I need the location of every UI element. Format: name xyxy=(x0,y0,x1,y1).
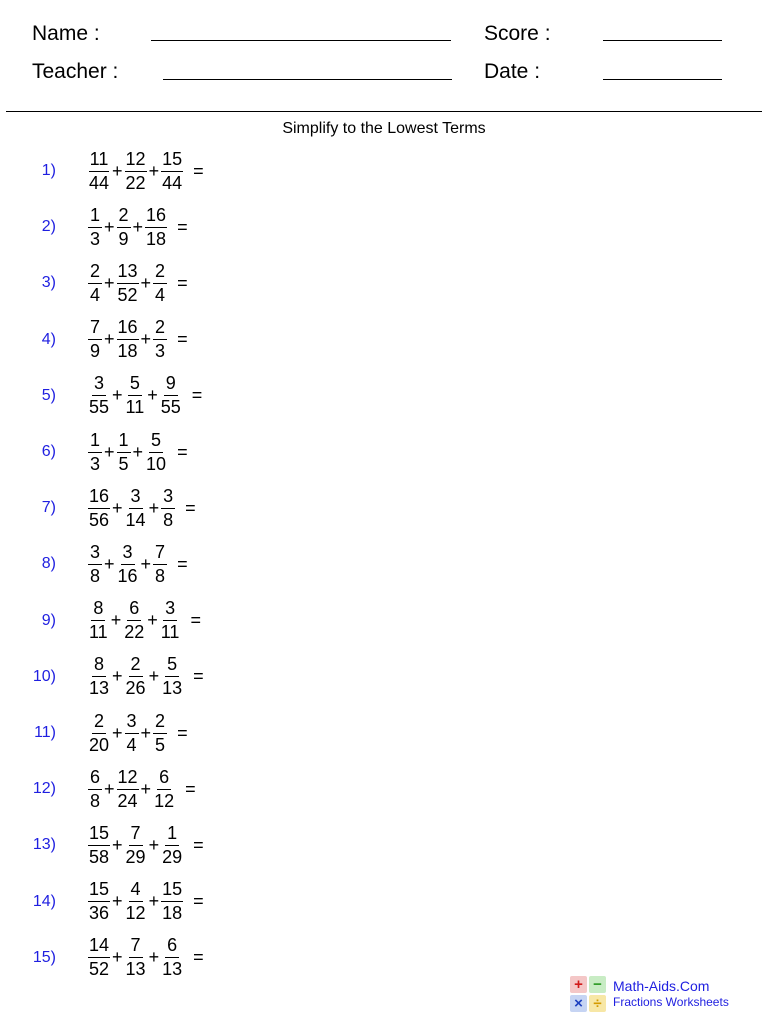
numerator: 3 xyxy=(161,486,175,509)
denominator: 22 xyxy=(124,622,145,643)
numerator: 16 xyxy=(88,486,110,509)
problem-row xyxy=(0,596,201,646)
numerator: 5 xyxy=(165,654,179,677)
fraction-expression xyxy=(88,486,196,531)
problem-number: 15) xyxy=(32,948,56,966)
header-divider xyxy=(6,111,762,112)
fraction xyxy=(153,317,167,362)
fraction xyxy=(88,149,110,194)
numerator: 2 xyxy=(129,654,143,677)
logo-title: Math-Aids.Com xyxy=(613,978,710,994)
plus-operator: + xyxy=(112,947,123,968)
fraction-expression xyxy=(88,935,204,980)
denominator: 3 xyxy=(89,228,100,249)
fraction xyxy=(88,767,102,812)
numerator: 6 xyxy=(157,767,171,790)
denominator: 4 xyxy=(155,284,166,305)
equals-sign: = xyxy=(193,891,204,912)
fraction xyxy=(88,542,102,587)
name-label: Name : xyxy=(32,22,100,45)
denominator: 5 xyxy=(155,734,166,755)
plus-operator: + xyxy=(112,160,123,181)
problem-number: 10) xyxy=(32,667,56,685)
fraction-expression xyxy=(88,879,204,924)
denominator: 20 xyxy=(89,734,110,755)
plus-operator: + xyxy=(140,272,152,293)
denominator: 55 xyxy=(160,397,181,418)
fraction-expression xyxy=(88,598,201,643)
equals-sign: = xyxy=(193,834,204,855)
fraction xyxy=(88,879,110,924)
numerator: 2 xyxy=(117,205,131,228)
fraction xyxy=(153,261,167,306)
problem-number: 8) xyxy=(41,555,56,573)
denominator: 5 xyxy=(118,453,129,474)
logo-operator-tiles xyxy=(570,976,606,1012)
problem-number: 13) xyxy=(32,836,56,854)
problem-row xyxy=(0,371,202,421)
denominator: 18 xyxy=(162,903,183,924)
fraction xyxy=(117,261,139,306)
fraction xyxy=(117,542,139,587)
fraction xyxy=(88,261,102,306)
numerator: 8 xyxy=(91,598,105,621)
instructions-text: Simplify to the Lowest Terms xyxy=(282,120,486,137)
fraction-expression xyxy=(88,654,204,699)
plus-operator: + xyxy=(140,553,152,574)
fraction xyxy=(161,935,183,980)
fraction-expression xyxy=(88,205,188,250)
fraction-expression xyxy=(88,149,204,194)
fraction xyxy=(125,879,147,924)
numerator: 14 xyxy=(88,935,110,958)
numerator: 6 xyxy=(88,767,102,790)
fraction xyxy=(117,205,131,250)
fraction xyxy=(88,935,110,980)
numerator: 7 xyxy=(153,542,167,565)
problem-number: 3) xyxy=(41,274,56,292)
equals-sign: = xyxy=(177,329,188,350)
numerator: 16 xyxy=(117,317,139,340)
plus-operator: + xyxy=(148,160,160,181)
plus-operator: + xyxy=(148,891,160,912)
teacher-field-line[interactable] xyxy=(163,79,452,80)
plus-operator: + xyxy=(112,497,123,518)
denominator: 16 xyxy=(117,565,138,586)
numerator: 7 xyxy=(129,823,143,846)
plus-operator: + xyxy=(104,441,115,462)
equals-sign: = xyxy=(177,272,188,293)
denominator: 9 xyxy=(118,228,129,249)
problem-number: 11) xyxy=(34,724,56,741)
numerator: 2 xyxy=(153,261,167,284)
numerator: 3 xyxy=(129,486,143,509)
equals-sign: = xyxy=(193,160,204,181)
problem-row xyxy=(0,764,196,814)
numerator: 7 xyxy=(129,935,143,958)
date-label: Date : xyxy=(484,60,541,83)
name-field-line[interactable] xyxy=(151,40,451,41)
denominator: 10 xyxy=(146,453,167,474)
plus-operator: + xyxy=(148,834,160,855)
plus-operator: + xyxy=(104,553,115,574)
fraction-expression xyxy=(88,542,188,587)
plus-operator: + xyxy=(104,329,115,350)
problem-row xyxy=(0,652,204,702)
denominator: 18 xyxy=(146,228,167,249)
problem-row xyxy=(0,483,196,533)
fraction xyxy=(161,823,183,868)
fraction xyxy=(125,711,139,756)
fraction xyxy=(125,654,147,699)
numerator: 3 xyxy=(88,542,102,565)
fraction-expression xyxy=(88,261,188,306)
fraction xyxy=(160,598,181,643)
fraction xyxy=(88,823,110,868)
denominator: 24 xyxy=(117,790,138,811)
denominator: 56 xyxy=(89,509,110,530)
fraction xyxy=(161,654,183,699)
denominator: 26 xyxy=(125,678,146,699)
denominator: 8 xyxy=(89,790,100,811)
numerator: 5 xyxy=(128,373,142,396)
numerator: 1 xyxy=(117,430,131,453)
denominator: 8 xyxy=(163,509,174,530)
numerator: 12 xyxy=(117,767,139,790)
problem-number: 2) xyxy=(41,218,56,236)
plus-operator: + xyxy=(140,778,152,799)
problem-number: 12) xyxy=(32,780,56,798)
numerator: 6 xyxy=(127,598,141,621)
problem-row xyxy=(0,877,204,927)
fraction xyxy=(161,149,183,194)
fraction-expression xyxy=(88,711,188,756)
denominator: 44 xyxy=(89,172,110,193)
denominator: 11 xyxy=(160,622,180,643)
fraction xyxy=(88,317,102,362)
denominator: 36 xyxy=(89,903,110,924)
denominator: 29 xyxy=(125,846,146,867)
problem-row xyxy=(0,708,188,758)
denominator: 58 xyxy=(89,846,110,867)
plus-operator: + xyxy=(147,385,158,406)
fraction xyxy=(125,823,147,868)
denominator: 52 xyxy=(89,959,110,980)
plus-operator: + xyxy=(140,329,152,350)
plus-operator: + xyxy=(148,497,160,518)
equals-sign: = xyxy=(185,778,196,799)
denominator: 55 xyxy=(89,397,110,418)
denominator: 13 xyxy=(162,678,183,699)
fraction-expression xyxy=(88,373,202,418)
equals-sign: = xyxy=(193,947,204,968)
fraction-expression xyxy=(88,823,204,868)
numerator: 15 xyxy=(88,879,110,902)
numerator: 2 xyxy=(88,261,102,284)
equals-sign: = xyxy=(177,441,188,462)
logo-subtitle: Fractions Worksheets xyxy=(613,995,729,1009)
fraction xyxy=(88,373,110,418)
plus-operator: + xyxy=(148,947,160,968)
numerator: 1 xyxy=(88,430,102,453)
fraction xyxy=(117,430,131,475)
problem-number: 14) xyxy=(32,892,56,910)
problem-number: 4) xyxy=(41,330,56,348)
plus-icon: + xyxy=(570,976,587,993)
fraction-expression xyxy=(88,430,188,475)
fraction xyxy=(88,711,110,756)
plus-operator: + xyxy=(104,778,115,799)
plus-operator: + xyxy=(104,272,115,293)
denominator: 29 xyxy=(162,846,183,867)
denominator: 12 xyxy=(125,903,146,924)
fraction xyxy=(145,430,167,475)
problem-number: 9) xyxy=(41,611,56,629)
fraction xyxy=(125,373,146,418)
numerator: 4 xyxy=(129,879,143,902)
numerator: 2 xyxy=(153,317,167,340)
date-field-line[interactable] xyxy=(603,79,722,80)
multiply-icon: × xyxy=(570,995,587,1012)
numerator: 13 xyxy=(117,261,139,284)
equals-sign: = xyxy=(177,722,188,743)
plus-operator: + xyxy=(112,666,123,687)
denominator: 18 xyxy=(117,341,138,362)
fraction xyxy=(160,373,182,418)
denominator: 14 xyxy=(125,509,146,530)
denominator: 4 xyxy=(126,734,137,755)
problem-row xyxy=(0,146,204,196)
fraction xyxy=(88,486,110,531)
fraction-expression xyxy=(88,767,196,812)
fraction xyxy=(123,598,145,643)
denominator: 13 xyxy=(89,678,110,699)
numerator: 16 xyxy=(145,205,167,228)
plus-operator: + xyxy=(112,834,123,855)
numerator: 15 xyxy=(161,879,183,902)
equals-sign: = xyxy=(190,610,201,631)
plus-operator: + xyxy=(110,610,122,631)
problem-row xyxy=(0,258,188,308)
numerator: 8 xyxy=(92,654,106,677)
numerator: 3 xyxy=(121,542,135,565)
fraction xyxy=(125,935,147,980)
denominator: 8 xyxy=(89,565,100,586)
score-label: Score : xyxy=(484,22,551,45)
denominator: 13 xyxy=(125,959,146,980)
plus-operator: + xyxy=(140,722,152,743)
fraction xyxy=(125,149,147,194)
equals-sign: = xyxy=(191,385,203,406)
problem-row xyxy=(0,820,204,870)
denominator: 22 xyxy=(125,172,146,193)
denominator: 4 xyxy=(89,284,100,305)
fraction xyxy=(88,430,102,475)
fraction xyxy=(88,598,109,643)
fraction xyxy=(145,205,167,250)
fraction xyxy=(125,486,147,531)
problem-row xyxy=(0,315,188,365)
numerator: 5 xyxy=(149,430,163,453)
fraction xyxy=(153,767,175,812)
denominator: 52 xyxy=(117,284,138,305)
problem-row xyxy=(0,202,188,252)
denominator: 9 xyxy=(89,341,100,362)
problem-row xyxy=(0,427,188,477)
numerator: 3 xyxy=(125,711,139,734)
fraction xyxy=(117,317,139,362)
problem-number: 6) xyxy=(41,443,56,460)
numerator: 2 xyxy=(153,711,167,734)
numerator: 6 xyxy=(165,935,179,958)
plus-operator: + xyxy=(112,722,123,743)
denominator: 12 xyxy=(154,790,175,811)
numerator: 9 xyxy=(164,373,178,396)
denominator: 11 xyxy=(89,622,108,643)
numerator: 2 xyxy=(92,711,106,734)
equals-sign: = xyxy=(177,553,188,574)
plus-operator: + xyxy=(104,216,115,237)
denominator: 13 xyxy=(162,959,183,980)
problem-number: 1) xyxy=(41,162,56,179)
plus-operator: + xyxy=(148,666,160,687)
problem-number: 7) xyxy=(41,499,56,517)
denominator: 11 xyxy=(125,397,145,418)
plus-operator: + xyxy=(147,610,158,631)
denominator: 3 xyxy=(89,453,100,474)
numerator: 15 xyxy=(161,149,183,172)
numerator: 12 xyxy=(125,149,147,172)
score-field-line[interactable] xyxy=(603,40,722,41)
problem-row xyxy=(0,933,204,983)
fraction xyxy=(88,654,110,699)
denominator: 3 xyxy=(155,341,166,362)
denominator: 44 xyxy=(162,172,183,193)
numerator: 3 xyxy=(163,598,177,621)
math-aids-logo xyxy=(570,976,729,1012)
fraction xyxy=(153,711,167,756)
equals-sign: = xyxy=(185,497,196,518)
plus-operator: + xyxy=(112,891,123,912)
fraction-expression xyxy=(88,317,188,362)
numerator: 15 xyxy=(88,823,110,846)
equals-sign: = xyxy=(177,216,188,237)
fraction xyxy=(117,767,139,812)
equals-sign: = xyxy=(193,666,204,687)
numerator: 1 xyxy=(165,823,179,846)
fraction xyxy=(161,879,183,924)
numerator: 7 xyxy=(88,317,102,340)
numerator: 3 xyxy=(92,373,106,396)
fraction xyxy=(153,542,167,587)
divide-icon: ÷ xyxy=(589,995,606,1012)
fraction xyxy=(88,205,102,250)
problem-number: 5) xyxy=(41,386,56,404)
fraction xyxy=(161,486,175,531)
numerator: 1 xyxy=(88,205,102,228)
denominator: 8 xyxy=(155,565,166,586)
minus-icon: − xyxy=(589,976,606,993)
plus-operator: + xyxy=(112,385,123,406)
teacher-label: Teacher : xyxy=(32,60,119,83)
plus-operator: + xyxy=(132,441,144,462)
plus-operator: + xyxy=(132,216,144,237)
numerator: 11 xyxy=(89,149,110,172)
problem-row xyxy=(0,539,188,589)
